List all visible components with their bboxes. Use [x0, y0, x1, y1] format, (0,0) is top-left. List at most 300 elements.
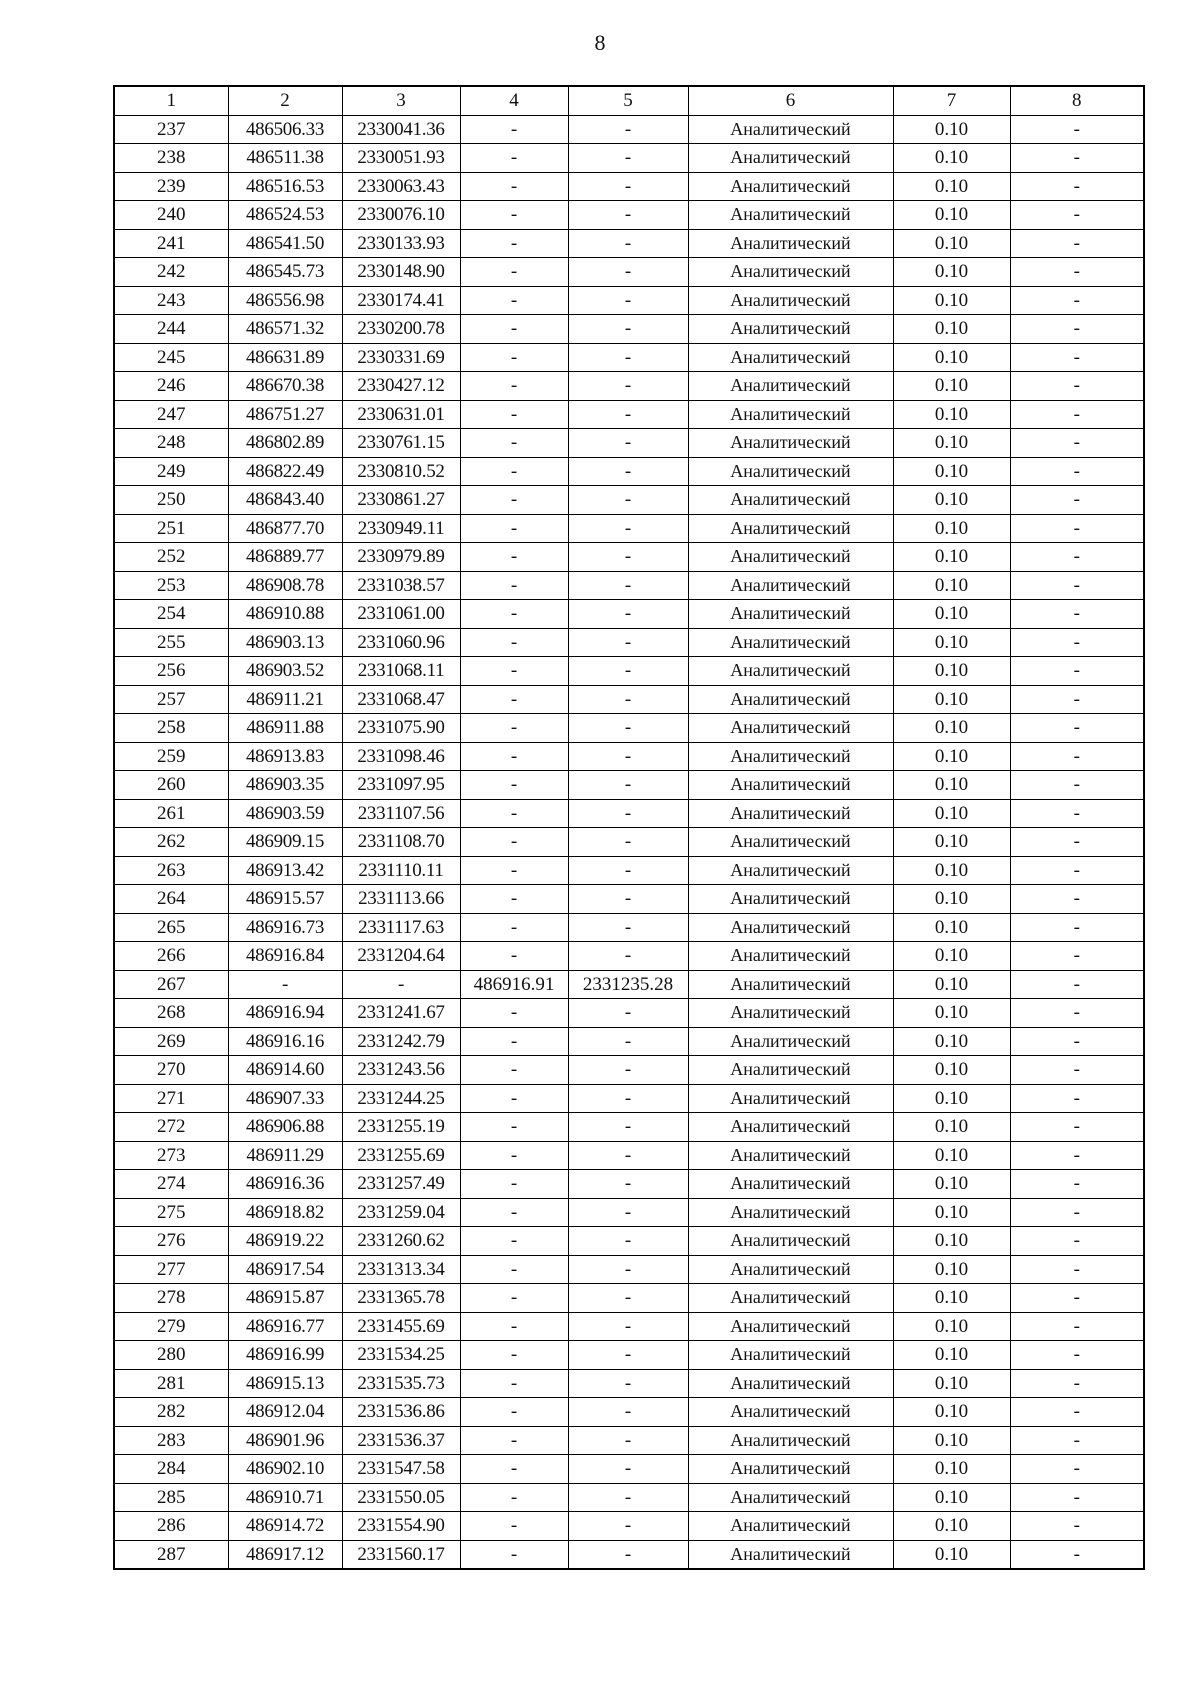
table-row: [114, 486, 1144, 515]
point-number-cell: 268: [114, 999, 228, 1028]
y-coordinate-cell: 2330148.90: [342, 258, 460, 287]
y-coordinate-alt-cell: -: [568, 856, 688, 885]
method-cell: Аналитический: [688, 372, 893, 401]
y-coordinate-cell: 2330041.36: [342, 115, 460, 144]
x-coordinate-cell: 486556.98: [228, 286, 342, 315]
x-coordinate-alt-cell: -: [460, 229, 568, 258]
point-number-cell: 249: [114, 457, 228, 486]
x-coordinate-alt-cell: -: [460, 429, 568, 458]
x-coordinate-cell: 486909.15: [228, 828, 342, 857]
x-coordinate-alt-cell: -: [460, 1170, 568, 1199]
point-number-cell: 266: [114, 942, 228, 971]
x-coordinate-cell: 486902.10: [228, 1455, 342, 1484]
y-coordinate-cell: 2331061.00: [342, 600, 460, 629]
description-cell: -: [1010, 856, 1144, 885]
accuracy-cell: 0.10: [893, 1056, 1010, 1085]
y-coordinate-alt-cell: -: [568, 771, 688, 800]
y-coordinate-alt-cell: -: [568, 400, 688, 429]
point-number-cell: 278: [114, 1284, 228, 1313]
description-cell: -: [1010, 600, 1144, 629]
accuracy-cell: 0.10: [893, 714, 1010, 743]
x-coordinate-cell: 486912.04: [228, 1398, 342, 1427]
accuracy-cell: 0.10: [893, 913, 1010, 942]
description-cell: -: [1010, 714, 1144, 743]
accuracy-cell: 0.10: [893, 1141, 1010, 1170]
x-coordinate-cell: 486910.71: [228, 1483, 342, 1512]
y-coordinate-cell: 2331068.11: [342, 657, 460, 686]
y-coordinate-cell: 2331313.34: [342, 1255, 460, 1284]
x-coordinate-cell: 486916.73: [228, 913, 342, 942]
table-row: [114, 1312, 1144, 1341]
table-row: [114, 400, 1144, 429]
point-number-cell: 241: [114, 229, 228, 258]
y-coordinate-cell: 2330133.93: [342, 229, 460, 258]
accuracy-cell: 0.10: [893, 571, 1010, 600]
accuracy-cell: 0.10: [893, 1483, 1010, 1512]
column-header: 7: [893, 86, 1010, 115]
point-number-cell: 271: [114, 1084, 228, 1113]
x-coordinate-cell: 486524.53: [228, 201, 342, 230]
x-coordinate-cell: 486915.57: [228, 885, 342, 914]
x-coordinate-alt-cell: -: [460, 600, 568, 629]
y-coordinate-cell: 2330063.43: [342, 172, 460, 201]
description-cell: -: [1010, 258, 1144, 287]
method-cell: Аналитический: [688, 1483, 893, 1512]
y-coordinate-alt-cell: -: [568, 1426, 688, 1455]
table-row: [114, 685, 1144, 714]
x-coordinate-cell: 486802.89: [228, 429, 342, 458]
description-cell: -: [1010, 885, 1144, 914]
y-coordinate-alt-cell: -: [568, 229, 688, 258]
description-cell: -: [1010, 1312, 1144, 1341]
x-coordinate-cell: 486913.42: [228, 856, 342, 885]
x-coordinate-alt-cell: -: [460, 1512, 568, 1541]
y-coordinate-cell: 2330174.41: [342, 286, 460, 315]
accuracy-cell: 0.10: [893, 172, 1010, 201]
method-cell: Аналитический: [688, 1426, 893, 1455]
method-cell: Аналитический: [688, 1512, 893, 1541]
accuracy-cell: 0.10: [893, 685, 1010, 714]
x-coordinate-cell: 486541.50: [228, 229, 342, 258]
table-row: [114, 1056, 1144, 1085]
description-cell: -: [1010, 1512, 1144, 1541]
table-row: [114, 1341, 1144, 1370]
method-cell: Аналитический: [688, 1027, 893, 1056]
y-coordinate-alt-cell: -: [568, 258, 688, 287]
method-cell: Аналитический: [688, 1284, 893, 1313]
column-header: 3: [342, 86, 460, 115]
accuracy-cell: 0.10: [893, 144, 1010, 173]
table-row: [114, 571, 1144, 600]
x-coordinate-cell: 486511.38: [228, 144, 342, 173]
table-row: [114, 115, 1144, 144]
table-row: [114, 315, 1144, 344]
accuracy-cell: 0.10: [893, 429, 1010, 458]
x-coordinate-cell: 486913.83: [228, 742, 342, 771]
description-cell: -: [1010, 1540, 1144, 1569]
y-coordinate-alt-cell: -: [568, 628, 688, 657]
table-row: [114, 1227, 1144, 1256]
table-row: [114, 828, 1144, 857]
y-coordinate-alt-cell: -: [568, 172, 688, 201]
y-coordinate-alt-cell: -: [568, 201, 688, 230]
y-coordinate-alt-cell: -: [568, 315, 688, 344]
accuracy-cell: 0.10: [893, 1369, 1010, 1398]
x-coordinate-cell: 486910.88: [228, 600, 342, 629]
method-cell: Аналитический: [688, 771, 893, 800]
column-header: 8: [1010, 86, 1144, 115]
description-cell: -: [1010, 1084, 1144, 1113]
x-coordinate-cell: 486903.59: [228, 799, 342, 828]
description-cell: -: [1010, 1198, 1144, 1227]
x-coordinate-alt-cell: -: [460, 942, 568, 971]
accuracy-cell: 0.10: [893, 286, 1010, 315]
accuracy-cell: 0.10: [893, 885, 1010, 914]
y-coordinate-cell: 2331038.57: [342, 571, 460, 600]
table-row: [114, 286, 1144, 315]
y-coordinate-cell: 2330331.69: [342, 343, 460, 372]
table-row: [114, 1284, 1144, 1313]
description-cell: -: [1010, 999, 1144, 1028]
y-coordinate-cell: 2331255.69: [342, 1141, 460, 1170]
method-cell: Аналитический: [688, 1341, 893, 1370]
y-coordinate-alt-cell: -: [568, 1141, 688, 1170]
table-row: [114, 714, 1144, 743]
accuracy-cell: 0.10: [893, 258, 1010, 287]
accuracy-cell: 0.10: [893, 543, 1010, 572]
x-coordinate-cell: 486916.94: [228, 999, 342, 1028]
description-cell: -: [1010, 315, 1144, 344]
description-cell: -: [1010, 913, 1144, 942]
point-number-cell: 242: [114, 258, 228, 287]
description-cell: -: [1010, 1398, 1144, 1427]
y-coordinate-cell: 2331550.05: [342, 1483, 460, 1512]
table-row: [114, 628, 1144, 657]
method-cell: Аналитический: [688, 913, 893, 942]
y-coordinate-cell: 2331110.11: [342, 856, 460, 885]
table-row: [114, 1512, 1144, 1541]
y-coordinate-alt-cell: -: [568, 115, 688, 144]
method-cell: Аналитический: [688, 1113, 893, 1142]
y-coordinate-cell: 2331098.46: [342, 742, 460, 771]
description-cell: -: [1010, 286, 1144, 315]
column-header: 1: [114, 86, 228, 115]
y-coordinate-cell: 2331068.47: [342, 685, 460, 714]
accuracy-cell: 0.10: [893, 771, 1010, 800]
x-coordinate-alt-cell: -: [460, 685, 568, 714]
y-coordinate-cell: 2331536.37: [342, 1426, 460, 1455]
x-coordinate-cell: 486908.78: [228, 571, 342, 600]
x-coordinate-alt-cell: -: [460, 571, 568, 600]
method-cell: Аналитический: [688, 828, 893, 857]
description-cell: -: [1010, 172, 1144, 201]
description-cell: -: [1010, 201, 1144, 230]
page-number: 8: [594, 30, 606, 55]
x-coordinate-alt-cell: -: [460, 486, 568, 515]
accuracy-cell: 0.10: [893, 657, 1010, 686]
method-cell: Аналитический: [688, 1056, 893, 1085]
description-cell: -: [1010, 514, 1144, 543]
y-coordinate-cell: 2331560.17: [342, 1540, 460, 1569]
method-cell: Аналитический: [688, 685, 893, 714]
accuracy-cell: 0.10: [893, 628, 1010, 657]
x-coordinate-cell: 486916.84: [228, 942, 342, 971]
column-header: 4: [460, 86, 568, 115]
description-cell: -: [1010, 543, 1144, 572]
method-cell: Аналитический: [688, 201, 893, 230]
y-coordinate-alt-cell: -: [568, 657, 688, 686]
x-coordinate-alt-cell: -: [460, 115, 568, 144]
x-coordinate-cell: -: [228, 970, 342, 999]
table-row: [114, 742, 1144, 771]
point-number-cell: 279: [114, 1312, 228, 1341]
x-coordinate-alt-cell: -: [460, 1426, 568, 1455]
accuracy-cell: 0.10: [893, 457, 1010, 486]
description-cell: -: [1010, 1255, 1144, 1284]
x-coordinate-alt-cell: -: [460, 400, 568, 429]
point-number-cell: 243: [114, 286, 228, 315]
table-row: [114, 1084, 1144, 1113]
y-coordinate-alt-cell: -: [568, 942, 688, 971]
method-cell: Аналитический: [688, 400, 893, 429]
x-coordinate-alt-cell: -: [460, 714, 568, 743]
y-coordinate-cell: 2330631.01: [342, 400, 460, 429]
point-number-cell: 255: [114, 628, 228, 657]
column-header: 5: [568, 86, 688, 115]
y-coordinate-cell: 2330810.52: [342, 457, 460, 486]
point-number-cell: 250: [114, 486, 228, 515]
y-coordinate-alt-cell: -: [568, 514, 688, 543]
y-coordinate-cell: 2331108.70: [342, 828, 460, 857]
point-number-cell: 248: [114, 429, 228, 458]
point-number-cell: 239: [114, 172, 228, 201]
x-coordinate-alt-cell: -: [460, 201, 568, 230]
accuracy-cell: 0.10: [893, 1255, 1010, 1284]
accuracy-cell: 0.10: [893, 999, 1010, 1028]
y-coordinate-alt-cell: -: [568, 1341, 688, 1370]
y-coordinate-alt-cell: -: [568, 571, 688, 600]
table-row: [114, 343, 1144, 372]
description-cell: -: [1010, 628, 1144, 657]
table-row: [114, 1540, 1144, 1569]
description-cell: -: [1010, 742, 1144, 771]
point-number-cell: 259: [114, 742, 228, 771]
point-number-cell: 284: [114, 1455, 228, 1484]
x-coordinate-cell: 486915.13: [228, 1369, 342, 1398]
x-coordinate-alt-cell: -: [460, 543, 568, 572]
x-coordinate-alt-cell: -: [460, 742, 568, 771]
accuracy-cell: 0.10: [893, 372, 1010, 401]
x-coordinate-alt-cell: 486916.91: [460, 970, 568, 999]
point-number-cell: 267: [114, 970, 228, 999]
point-number-cell: 280: [114, 1341, 228, 1370]
x-coordinate-alt-cell: -: [460, 1455, 568, 1484]
x-coordinate-cell: 486877.70: [228, 514, 342, 543]
point-number-cell: 238: [114, 144, 228, 173]
method-cell: Аналитический: [688, 1369, 893, 1398]
method-cell: Аналитический: [688, 1398, 893, 1427]
x-coordinate-cell: 486916.77: [228, 1312, 342, 1341]
x-coordinate-cell: 486916.16: [228, 1027, 342, 1056]
method-cell: Аналитический: [688, 885, 893, 914]
point-number-cell: 282: [114, 1398, 228, 1427]
y-coordinate-cell: 2331257.49: [342, 1170, 460, 1199]
point-number-cell: 275: [114, 1198, 228, 1227]
point-number-cell: 247: [114, 400, 228, 429]
point-number-cell: 261: [114, 799, 228, 828]
table-row: [114, 372, 1144, 401]
x-coordinate-cell: 486516.53: [228, 172, 342, 201]
table-row: [114, 1170, 1144, 1199]
method-cell: Аналитический: [688, 1312, 893, 1341]
point-number-cell: 237: [114, 115, 228, 144]
accuracy-cell: 0.10: [893, 1426, 1010, 1455]
y-coordinate-cell: 2331547.58: [342, 1455, 460, 1484]
x-coordinate-alt-cell: -: [460, 1540, 568, 1569]
accuracy-cell: 0.10: [893, 942, 1010, 971]
y-coordinate-alt-cell: -: [568, 600, 688, 629]
y-coordinate-cell: 2331260.62: [342, 1227, 460, 1256]
point-number-cell: 272: [114, 1113, 228, 1142]
coordinates-table: [113, 85, 1145, 1570]
x-coordinate-cell: 486916.99: [228, 1341, 342, 1370]
table-row: [114, 771, 1144, 800]
method-cell: Аналитический: [688, 514, 893, 543]
method-cell: Аналитический: [688, 600, 893, 629]
accuracy-cell: 0.10: [893, 1084, 1010, 1113]
y-coordinate-alt-cell: 2331235.28: [568, 970, 688, 999]
x-coordinate-alt-cell: -: [460, 1198, 568, 1227]
x-coordinate-cell: 486889.77: [228, 543, 342, 572]
y-coordinate-cell: 2330949.11: [342, 514, 460, 543]
accuracy-cell: 0.10: [893, 600, 1010, 629]
column-header: 6: [688, 86, 893, 115]
x-coordinate-alt-cell: -: [460, 1227, 568, 1256]
y-coordinate-cell: 2331075.90: [342, 714, 460, 743]
y-coordinate-cell: 2331107.56: [342, 799, 460, 828]
description-cell: -: [1010, 799, 1144, 828]
x-coordinate-alt-cell: -: [460, 315, 568, 344]
y-coordinate-cell: 2331243.56: [342, 1056, 460, 1085]
y-coordinate-cell: 2330427.12: [342, 372, 460, 401]
point-number-cell: 262: [114, 828, 228, 857]
x-coordinate-alt-cell: -: [460, 1255, 568, 1284]
y-coordinate-alt-cell: -: [568, 1056, 688, 1085]
point-number-cell: 276: [114, 1227, 228, 1256]
accuracy-cell: 0.10: [893, 1398, 1010, 1427]
point-number-cell: 257: [114, 685, 228, 714]
y-coordinate-alt-cell: -: [568, 714, 688, 743]
point-number-cell: 254: [114, 600, 228, 629]
table-row: [114, 856, 1144, 885]
point-number-cell: 260: [114, 771, 228, 800]
y-coordinate-alt-cell: -: [568, 486, 688, 515]
x-coordinate-cell: 486751.27: [228, 400, 342, 429]
table-row: [114, 913, 1144, 942]
table-row: [114, 657, 1144, 686]
x-coordinate-alt-cell: -: [460, 343, 568, 372]
table-row: [114, 999, 1144, 1028]
method-cell: Аналитический: [688, 999, 893, 1028]
y-coordinate-alt-cell: -: [568, 1312, 688, 1341]
y-coordinate-alt-cell: -: [568, 343, 688, 372]
x-coordinate-cell: 486914.72: [228, 1512, 342, 1541]
point-number-cell: 264: [114, 885, 228, 914]
method-cell: Аналитический: [688, 258, 893, 287]
accuracy-cell: 0.10: [893, 856, 1010, 885]
method-cell: Аналитический: [688, 1084, 893, 1113]
description-cell: -: [1010, 771, 1144, 800]
description-cell: -: [1010, 970, 1144, 999]
x-coordinate-cell: 486903.13: [228, 628, 342, 657]
x-coordinate-alt-cell: -: [460, 258, 568, 287]
table-row: [114, 229, 1144, 258]
x-coordinate-alt-cell: -: [460, 286, 568, 315]
y-coordinate-alt-cell: -: [568, 429, 688, 458]
description-cell: -: [1010, 1369, 1144, 1398]
x-coordinate-alt-cell: -: [460, 885, 568, 914]
accuracy-cell: 0.10: [893, 1312, 1010, 1341]
method-cell: Аналитический: [688, 1198, 893, 1227]
method-cell: Аналитический: [688, 115, 893, 144]
y-coordinate-alt-cell: -: [568, 1540, 688, 1569]
x-coordinate-alt-cell: -: [460, 999, 568, 1028]
point-number-cell: 253: [114, 571, 228, 600]
description-cell: -: [1010, 685, 1144, 714]
method-cell: Аналитический: [688, 970, 893, 999]
x-coordinate-alt-cell: -: [460, 913, 568, 942]
x-coordinate-alt-cell: -: [460, 1284, 568, 1313]
accuracy-cell: 0.10: [893, 1455, 1010, 1484]
y-coordinate-cell: 2331242.79: [342, 1027, 460, 1056]
y-coordinate-cell: 2331117.63: [342, 913, 460, 942]
accuracy-cell: 0.10: [893, 400, 1010, 429]
y-coordinate-alt-cell: -: [568, 1255, 688, 1284]
accuracy-cell: 0.10: [893, 1284, 1010, 1313]
table-row: [114, 1398, 1144, 1427]
description-cell: -: [1010, 1141, 1144, 1170]
table-row: [114, 1483, 1144, 1512]
x-coordinate-cell: 486919.22: [228, 1227, 342, 1256]
x-coordinate-alt-cell: -: [460, 771, 568, 800]
x-coordinate-alt-cell: -: [460, 1341, 568, 1370]
x-coordinate-cell: 486822.49: [228, 457, 342, 486]
accuracy-cell: 0.10: [893, 514, 1010, 543]
x-coordinate-alt-cell: -: [460, 457, 568, 486]
x-coordinate-cell: 486917.12: [228, 1540, 342, 1569]
table-row: [114, 1141, 1144, 1170]
method-cell: Аналитический: [688, 1540, 893, 1569]
method-cell: Аналитический: [688, 799, 893, 828]
x-coordinate-alt-cell: -: [460, 1483, 568, 1512]
point-number-cell: 256: [114, 657, 228, 686]
point-number-cell: 283: [114, 1426, 228, 1455]
y-coordinate-alt-cell: -: [568, 799, 688, 828]
y-coordinate-cell: 2331455.69: [342, 1312, 460, 1341]
y-coordinate-cell: 2331241.67: [342, 999, 460, 1028]
x-coordinate-alt-cell: -: [460, 828, 568, 857]
x-coordinate-cell: 486906.88: [228, 1113, 342, 1142]
x-coordinate-alt-cell: -: [460, 372, 568, 401]
description-cell: -: [1010, 343, 1144, 372]
table-row: [114, 1198, 1144, 1227]
method-cell: Аналитический: [688, 343, 893, 372]
x-coordinate-alt-cell: -: [460, 1084, 568, 1113]
x-coordinate-alt-cell: -: [460, 144, 568, 173]
x-coordinate-cell: 486631.89: [228, 343, 342, 372]
accuracy-cell: 0.10: [893, 1227, 1010, 1256]
x-coordinate-alt-cell: -: [460, 1141, 568, 1170]
